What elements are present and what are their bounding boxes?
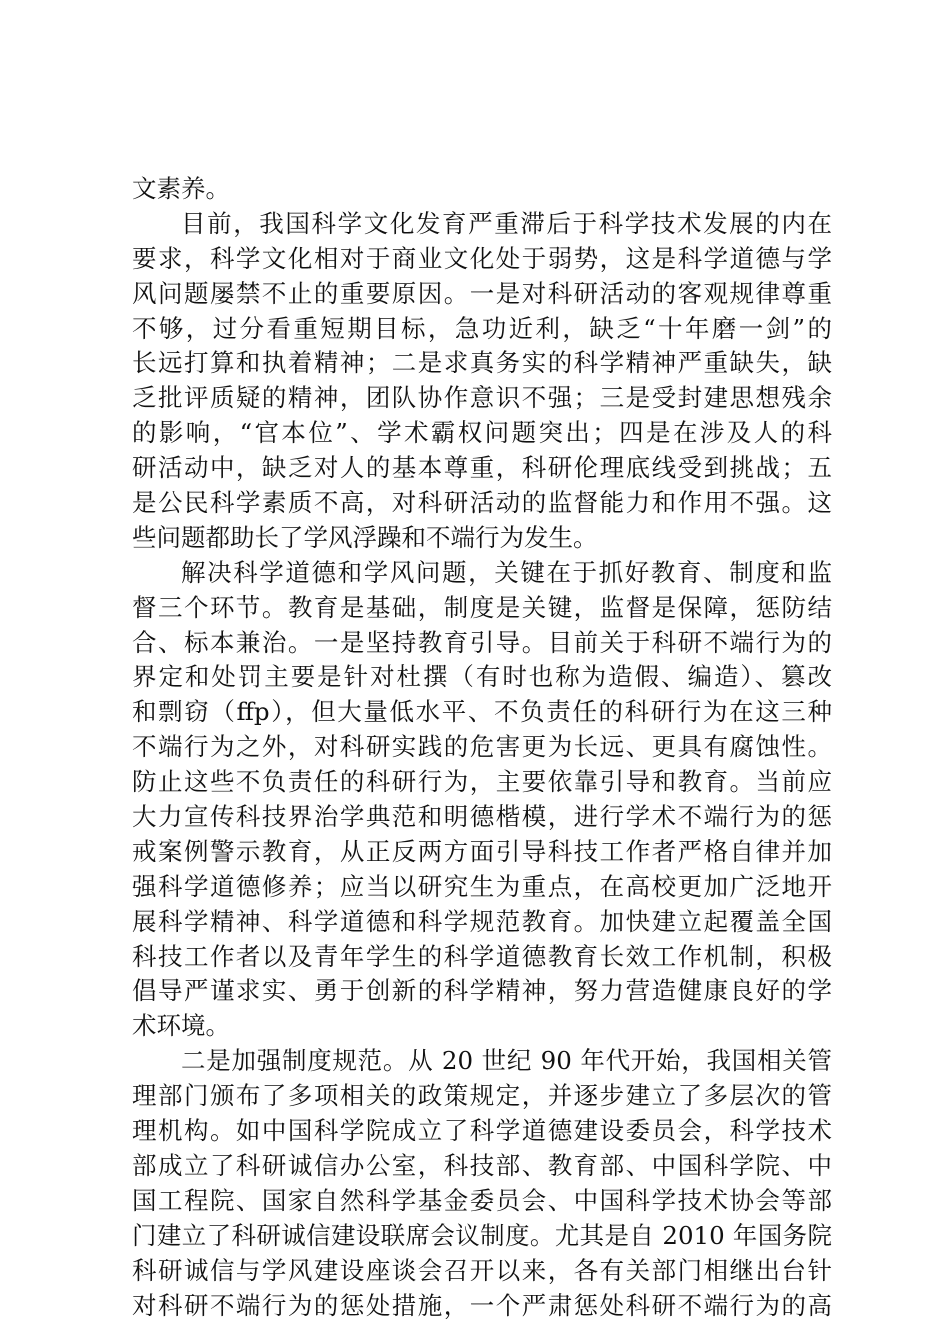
text-line: 文素养。 [132, 174, 230, 203]
text-line: 部成立了科研诚信办公室，科技部、教育部、中国科学院、中 [132, 1150, 832, 1180]
text-line: 倡导严谨求实、勇于创新的科学精神，努力营造健康良好的学 [132, 976, 832, 1006]
text-line: 乏批评质疑的精神，团队协作意识不强；三是受封建思想残余 [132, 383, 832, 413]
text-line: 大力宣传科技界治学典范和明德楷模，进行学术不端行为的惩 [132, 802, 832, 832]
text-line: 和剽窃（ffp），但大量低水平、不负责任的科研行为在这三种 [132, 697, 832, 727]
text-line: 些问题都助长了学风浮躁和不端行为发生。 [132, 522, 598, 552]
text-line: 不够，过分看重短期目标，急功近利，缺乏“十年磨一剑”的 [132, 313, 832, 343]
text-line: 对科研不端行为的惩处措施，一个严肃惩处科研不端行为的高 [132, 1290, 832, 1320]
text-line: 术环境。 [132, 1011, 230, 1041]
text-line: 风问题屡禁不止的重要原因。一是对科研活动的客观规律尊重 [132, 278, 832, 308]
text-line: 研活动中，缺乏对人的基本尊重，科研伦理底线受到挑战；五 [132, 453, 832, 483]
document-body [132, 172, 832, 1323]
text-line: 防止这些不负责任的科研行为，主要依靠引导和教育。当前应 [132, 767, 832, 797]
text-line: 科研诚信与学风建设座谈会召开以来，各有关部门相继出台针 [132, 1255, 832, 1285]
text-line: 强科学道德修养；应当以研究生为重点，在高校更加广泛地开 [132, 871, 832, 901]
text-line: 理机构。如中国科学院成立了科学道德建设委员会，科学技术 [132, 1116, 832, 1146]
text-line: 理部门颁布了多项相关的政策规定，并逐步建立了多层次的管 [132, 1081, 832, 1111]
text-line: 国工程院、国家自然科学基金委员会、中国科学技术协会等部 [132, 1185, 832, 1215]
paragraph-first-line: 二是加强制度规范。从 20 世纪 90 年代开始，我国相关管 [181, 1046, 832, 1076]
text-line: 门建立了科研诚信建设联席会议制度。尤其是自 2010 年国务院 [132, 1220, 832, 1250]
text-line: 是公民科学素质不高，对科研活动的监督能力和作用不强。这 [132, 488, 832, 518]
text-line: 不端行为之外，对科研实践的危害更为长远、更具有腐蚀性。 [132, 732, 832, 762]
text-line: 合、标本兼治。一是坚持教育引导。目前关于科研不端行为的 [132, 627, 832, 657]
text-line: 戒案例警示教育，从正反两方面引导科技工作者严格自律并加 [132, 836, 832, 866]
text-line: 要求，科学文化相对于商业文化处于弱势，这是科学道德与学 [132, 243, 832, 273]
text-line: 科技工作者以及青年学生的科学道德教育长效工作机制，积极 [132, 941, 832, 971]
text-line: 长远打算和执着精神；二是求真务实的科学精神严重缺失，缺 [132, 348, 832, 378]
text-line: 界定和处罚主要是针对杜撰（有时也称为造假、编造）、篡改 [132, 662, 832, 692]
paragraph-first-line: 解决科学道德和学风问题，关键在于抓好教育、制度和监 [181, 557, 832, 587]
paragraph-first-line: 目前，我国科学文化发育严重滞后于科学技术发展的内在 [181, 208, 832, 238]
text-line: 的影响，“官本位”、学术霸权问题突出；四是在涉及人的科 [132, 418, 832, 448]
text-line: 督三个环节。教育是基础，制度是关键，监督是保障，惩防结 [132, 592, 832, 622]
text-line: 展科学精神、科学道德和科学规范教育。加快建立起覆盖全国 [132, 906, 832, 936]
